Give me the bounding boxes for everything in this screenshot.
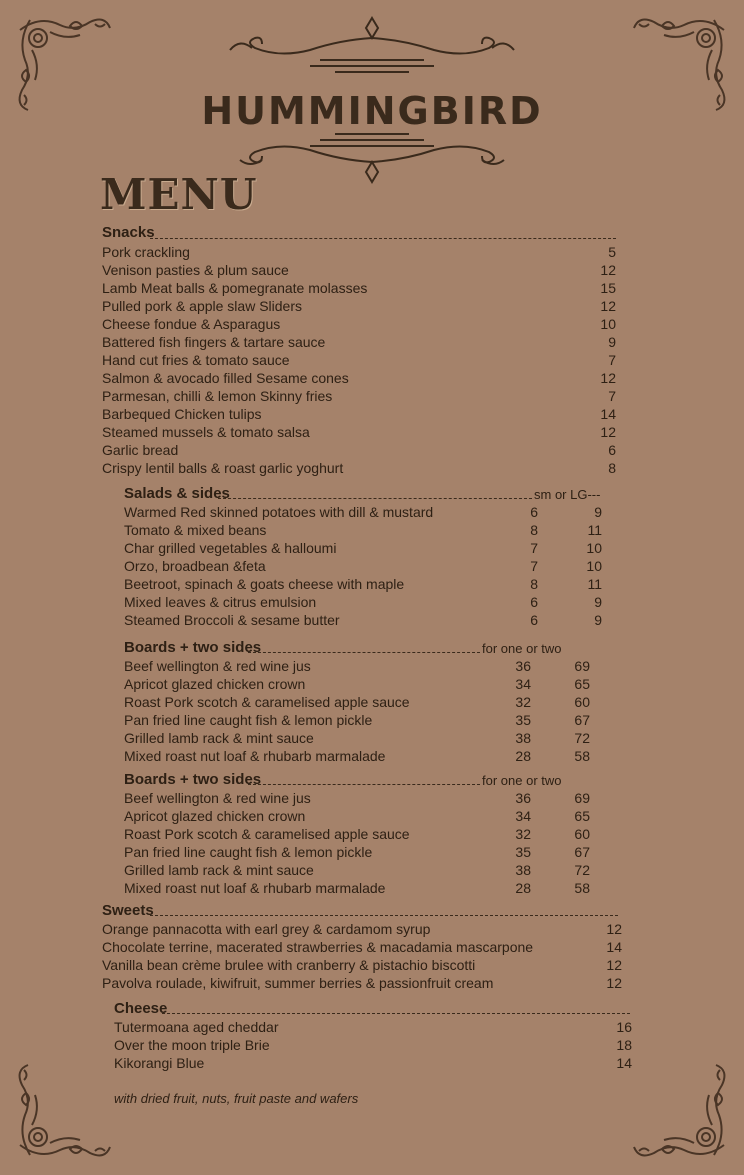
menu-item-price: 67 <box>574 712 590 728</box>
menu-item-price: 11 <box>587 576 602 592</box>
section-divider <box>248 652 480 653</box>
menu-item <box>114 1054 634 1072</box>
section-divider <box>218 498 532 499</box>
menu-item <box>124 807 604 825</box>
menu-item <box>124 861 604 879</box>
boards-portion-note: for one or two <box>482 773 562 788</box>
menu-item-price: 8 <box>530 522 538 538</box>
menu-item <box>102 279 622 297</box>
corner-ornament-icon <box>10 10 120 120</box>
menu-item <box>102 297 622 315</box>
menu-item-name: Lamb Meat balls & pomegranate molasses <box>102 280 368 296</box>
brand-name: HUMMINGBIRD <box>201 89 543 133</box>
brand-logo <box>200 10 544 190</box>
menu-item <box>124 825 604 843</box>
menu-item-price: 32 <box>515 826 531 842</box>
menu-item-name: Crispy lentil balls & roast garlic yoghurt <box>102 460 344 476</box>
menu-item-name: Grilled lamb rack & mint sauce <box>124 862 314 878</box>
menu-item <box>102 974 624 992</box>
menu-item <box>124 729 604 747</box>
menu-item-name: Apricot glazed chicken crown <box>124 808 306 824</box>
menu-item <box>102 956 624 974</box>
menu-item-name: Orzo, broadbean &feta <box>124 558 266 574</box>
menu-item <box>124 657 604 675</box>
menu-item <box>124 521 604 539</box>
menu-item-name: Tomato & mixed beans <box>124 522 267 538</box>
menu-item-name: Salmon & avocado filled Sesame cones <box>102 370 349 386</box>
menu-item-price: 10 <box>586 558 602 574</box>
menu-item-price: 12 <box>606 921 622 937</box>
menu-item-name: Venison pasties & plum sauce <box>102 262 289 278</box>
menu-item <box>124 843 604 861</box>
menu-item-price: 6 <box>530 504 538 520</box>
menu-item-price: 28 <box>515 880 531 896</box>
menu-item-price: 69 <box>574 790 590 806</box>
menu-item <box>102 938 624 956</box>
menu-item-name: Warmed Red skinned potatoes with dill & mustard <box>124 504 434 520</box>
menu-item-name: Mixed roast nut loaf & rhubarb marmalade <box>124 748 386 764</box>
menu-item-name: Orange pannacotta with earl grey & cardamom syrup <box>102 921 431 937</box>
section-divider <box>150 915 618 916</box>
menu-item <box>102 315 622 333</box>
menu-item <box>102 423 622 441</box>
menu-item <box>124 789 604 807</box>
menu-item-price: 58 <box>574 880 590 896</box>
menu-item-name: Tutermoana aged cheddar <box>114 1019 279 1035</box>
section-divider <box>162 1013 630 1014</box>
menu-item-price: 38 <box>515 730 531 746</box>
menu-item-price: 72 <box>574 730 590 746</box>
menu-item-price: 35 <box>515 712 531 728</box>
menu-item-name: Pulled pork & apple slaw Sliders <box>102 298 302 314</box>
menu-item <box>124 879 604 897</box>
menu-item-price: 14 <box>606 939 622 955</box>
menu-item-price: 12 <box>606 957 622 973</box>
menu-item-name: Vanilla bean crème brulee with cranberry & pistachio biscotti <box>102 957 476 973</box>
menu-item-price: 36 <box>515 790 531 806</box>
menu-item-price: 6 <box>530 594 538 610</box>
menu-item-price: 12 <box>600 370 616 386</box>
menu-item <box>124 575 604 593</box>
menu-item-name: Parmesan, chilli & lemon Skinny fries <box>102 388 333 404</box>
menu-item-price: 16 <box>616 1019 632 1035</box>
menu-item-name: Apricot glazed chicken crown <box>124 676 306 692</box>
menu-item-price: 14 <box>600 406 616 422</box>
boards-heading: Boards + two sides <box>124 771 262 788</box>
menu-item-price: 6 <box>530 612 538 628</box>
menu-item-price: 9 <box>594 612 602 628</box>
menu-item-price: 34 <box>515 808 531 824</box>
menu-item <box>114 1018 634 1036</box>
menu-item <box>102 459 622 477</box>
menu-item-name: Mixed roast nut loaf & rhubarb marmalade <box>124 880 386 896</box>
menu-item <box>102 351 622 369</box>
menu-item <box>124 503 604 521</box>
menu-item-name: Roast Pork scotch & caramelised apple sauce <box>124 694 410 710</box>
menu-item-name: Barbequed Chicken tulips <box>102 406 262 422</box>
menu-item-price: 67 <box>574 844 590 860</box>
menu-item-price: 72 <box>574 862 590 878</box>
menu-item-name: Chocolate terrine, macerated strawberries & macadamia mascarpone <box>102 939 534 955</box>
menu-item-name: Battered fish fingers & tartare sauce <box>102 334 326 350</box>
menu-item-price: 58 <box>574 748 590 764</box>
menu-item <box>124 711 604 729</box>
menu-item <box>114 1036 634 1054</box>
menu-item <box>124 675 604 693</box>
menu-item-name: Over the moon triple Brie <box>114 1037 270 1053</box>
menu-item-price: 7 <box>530 540 538 556</box>
menu-item-price: 9 <box>594 504 602 520</box>
menu-item <box>124 747 604 765</box>
page-title: MENU <box>100 170 258 219</box>
corner-ornament-icon <box>10 1055 120 1165</box>
menu-item <box>102 333 622 351</box>
menu-item-price: 8 <box>608 460 616 476</box>
sweets-heading: Sweets <box>102 902 154 919</box>
menu-item-price: 7 <box>530 558 538 574</box>
menu-item-price: 15 <box>600 280 616 296</box>
section-divider <box>248 784 480 785</box>
menu-item-price: 69 <box>574 658 590 674</box>
menu-item-name: Mixed leaves & citrus emulsion <box>124 594 317 610</box>
boards-heading: Boards + two sides <box>124 639 262 656</box>
menu-item <box>102 405 622 423</box>
boards-portion-note: for one or two <box>482 641 562 656</box>
menu-item-price: 60 <box>574 694 590 710</box>
menu-item-name: Roast Pork scotch & caramelised apple sauce <box>124 826 410 842</box>
menu-item-name: Char grilled vegetables & halloumi <box>124 540 337 556</box>
menu-item-price: 12 <box>600 262 616 278</box>
menu-item <box>124 593 604 611</box>
menu-item-price: 12 <box>600 424 616 440</box>
menu-item-name: Pan fried line caught fish & lemon pickle <box>124 712 373 728</box>
salads-heading: Salads & sides <box>124 485 230 502</box>
menu-item-name: Garlic bread <box>102 442 179 458</box>
menu-item-price: 7 <box>608 352 616 368</box>
menu-item-price: 9 <box>594 594 602 610</box>
cheese-heading: Cheese <box>114 1000 168 1017</box>
menu-item-price: 18 <box>616 1037 632 1053</box>
menu-item <box>124 539 604 557</box>
menu-item-name: Beef wellington & red wine jus <box>124 658 311 674</box>
menu-item-price: 12 <box>606 975 622 991</box>
menu-item-price: 38 <box>515 862 531 878</box>
menu-item-name: Steamed Broccoli & sesame butter <box>124 612 340 628</box>
cheese-footnote: with dried fruit, nuts, fruit paste and wafers <box>114 1091 359 1106</box>
menu-item-name: Pan fried line caught fish & lemon pickle <box>124 844 373 860</box>
menu-item-price: 9 <box>608 334 616 350</box>
menu-item <box>102 243 622 261</box>
salads-size-note: sm or LG--- <box>534 487 601 502</box>
menu-item-name: Hand cut fries & tomato sauce <box>102 352 290 368</box>
menu-item <box>124 693 604 711</box>
menu-item <box>124 557 604 575</box>
menu-item <box>124 611 604 629</box>
menu-item-price: 6 <box>608 442 616 458</box>
menu-item <box>102 387 622 405</box>
menu-item-price: 14 <box>616 1055 632 1071</box>
menu-item-price: 10 <box>600 316 616 332</box>
menu-item-price: 7 <box>608 388 616 404</box>
menu-item-name: Grilled lamb rack & mint sauce <box>124 730 314 746</box>
menu-item-name: Pavolva roulade, kiwifruit, summer berries & passionfruit cream <box>102 975 494 991</box>
corner-ornament-icon <box>624 10 734 120</box>
menu-item-name: Steamed mussels & tomato salsa <box>102 424 310 440</box>
menu-item-price: 35 <box>515 844 531 860</box>
menu-item <box>102 369 622 387</box>
menu-item-price: 65 <box>574 676 590 692</box>
menu-item-price: 10 <box>586 540 602 556</box>
menu-item-price: 60 <box>574 826 590 842</box>
menu-item-price: 28 <box>515 748 531 764</box>
menu-item-name: Pork crackling <box>102 244 190 260</box>
snacks-heading: Snacks <box>102 224 155 241</box>
menu-item-price: 5 <box>608 244 616 260</box>
menu-item <box>102 261 622 279</box>
menu-item <box>102 441 622 459</box>
menu-item-name: Cheese fondue & Asparagus <box>102 316 281 332</box>
menu-item-name: Kikorangi Blue <box>114 1055 205 1071</box>
menu-item-price: 11 <box>587 522 602 538</box>
section-divider <box>150 238 616 239</box>
menu-item-price: 65 <box>574 808 590 824</box>
menu-item-price: 36 <box>515 658 531 674</box>
menu-item-price: 34 <box>515 676 531 692</box>
menu-item-name: Beetroot, spinach & goats cheese with maple <box>124 576 405 592</box>
menu-item-price: 8 <box>530 576 538 592</box>
menu-item <box>102 920 624 938</box>
corner-ornament-icon <box>624 1055 734 1165</box>
menu-item-price: 12 <box>600 298 616 314</box>
menu-item-price: 32 <box>515 694 531 710</box>
menu-item-name: Beef wellington & red wine jus <box>124 790 311 806</box>
